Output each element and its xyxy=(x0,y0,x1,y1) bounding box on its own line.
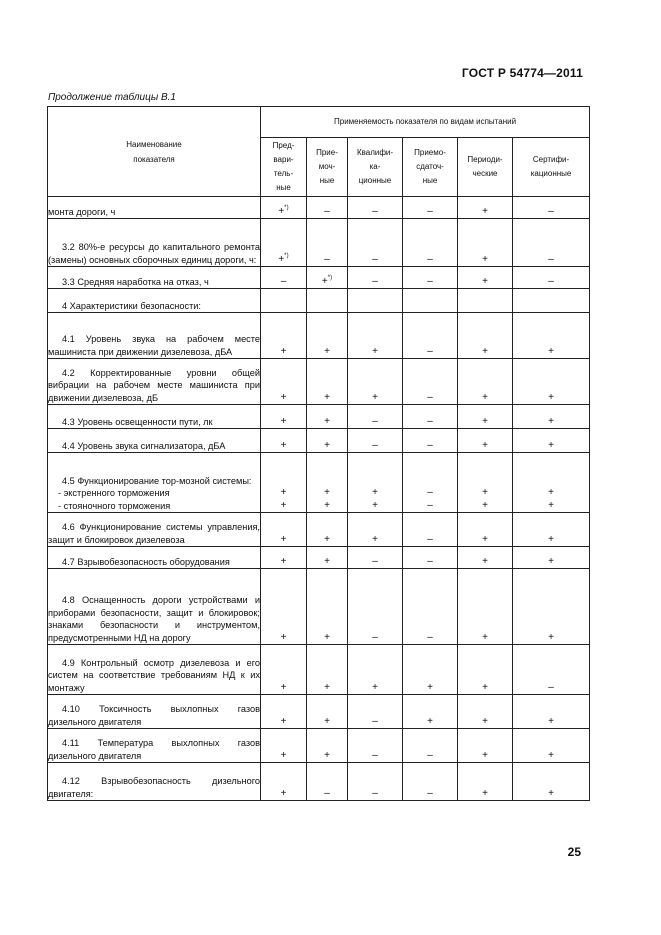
applicability-mark: + xyxy=(324,499,330,511)
applicability-cell xyxy=(458,219,513,267)
column-header-line: тель- xyxy=(273,169,294,178)
applicability-cell xyxy=(513,267,590,289)
indicator-name-cell xyxy=(48,289,261,313)
applicability-mark: – xyxy=(427,749,433,761)
applicability-cell xyxy=(403,313,458,359)
table-row xyxy=(48,429,590,453)
column-header-line: вари- xyxy=(273,155,294,164)
applicability-mark: – xyxy=(427,275,433,287)
indicator-name-cell xyxy=(48,695,261,729)
applicability-cell xyxy=(458,695,513,729)
applicability-mark: + xyxy=(482,253,488,265)
indicator-subitem: - экстренного торможения xyxy=(58,488,170,498)
applicability-cell xyxy=(403,729,458,763)
applicability-cell xyxy=(513,695,590,729)
applicability-cell xyxy=(307,359,348,405)
applicability-mark: + xyxy=(372,487,378,498)
applicability-cell xyxy=(261,429,307,453)
column-header-line: ные xyxy=(276,183,291,192)
indicator-name-cell xyxy=(48,729,261,763)
applicability-mark: + xyxy=(324,487,330,498)
applicability-mark: – xyxy=(372,439,378,451)
indicator-name: 4.7 Взрывобезопасность оборудования xyxy=(62,556,230,567)
applicability-cell xyxy=(307,695,348,729)
applicability-cell xyxy=(513,453,590,513)
column-header-line: ка- xyxy=(369,162,381,171)
applicability-cell xyxy=(458,429,513,453)
table-row xyxy=(48,405,590,429)
applicability-mark: + xyxy=(280,391,287,403)
applicability-mark: + xyxy=(280,555,287,567)
test-type-column-header xyxy=(403,138,458,197)
applicability-mark: – xyxy=(427,439,433,451)
footnote-marker: *) xyxy=(284,252,289,259)
indicator-name-cell xyxy=(48,197,261,219)
table-body xyxy=(48,197,590,801)
applicability-mark: – xyxy=(427,631,433,643)
applicability-mark: + xyxy=(280,439,287,451)
page-number: 25 xyxy=(567,845,581,859)
applicability-mark: + xyxy=(372,533,378,545)
column-header-line: кационные xyxy=(530,169,572,178)
applicability-cell xyxy=(261,289,307,313)
applicability-cell xyxy=(403,547,458,569)
indicator-name-cell xyxy=(48,453,261,513)
applicability-mark: + xyxy=(324,391,330,403)
applicability-mark: + xyxy=(482,533,488,545)
applicability-cell xyxy=(403,405,458,429)
applicability-cell xyxy=(307,219,348,267)
table-row xyxy=(48,197,590,219)
column-header-line: моч- xyxy=(318,162,336,171)
applicability-mark: – xyxy=(427,533,433,545)
applicability-mark: + xyxy=(482,275,488,287)
applicability-cell xyxy=(307,569,348,645)
applicability-mark: – xyxy=(372,275,378,287)
applicability-mark: + xyxy=(548,439,554,451)
applicability-mark: + xyxy=(280,749,287,761)
applicability-cell xyxy=(348,513,403,547)
applicability-mark: – xyxy=(427,253,433,265)
applicability-mark: – xyxy=(427,499,433,511)
applicability-mark: + xyxy=(548,533,554,545)
column-header-line: Периоди- xyxy=(467,155,503,164)
table-row xyxy=(48,547,590,569)
applicability-cell xyxy=(307,267,348,289)
applicability-mark: + xyxy=(324,555,330,567)
applicability-cell xyxy=(348,429,403,453)
applicability-cell xyxy=(307,197,348,219)
applicability-cell xyxy=(348,645,403,695)
test-types-group-header: Применяемость показателя по видам испытаний xyxy=(261,107,590,138)
indicator-name: 4.4 Уровень звука сигнализатора, дБА xyxy=(62,440,226,451)
applicability-cell xyxy=(348,729,403,763)
applicability-cell xyxy=(307,729,348,763)
indicator-name: 3.2 80%-е ресурсы до капитального ремонта (замены) основных сборочных единиц дороги, ч: xyxy=(48,242,260,265)
applicability-mark: – xyxy=(324,253,330,265)
applicability-mark: + xyxy=(372,499,378,511)
applicability-mark: + xyxy=(482,749,488,761)
applicability-cell xyxy=(261,219,307,267)
applicability-mark: + xyxy=(324,345,330,357)
table-row xyxy=(48,453,590,513)
applicability-mark: + xyxy=(280,631,287,643)
applicability-cell xyxy=(307,289,348,313)
applicability-mark: + xyxy=(280,787,287,799)
indicator-name: 4.10 Токсичность выхлопных газов дизельного двигателя xyxy=(48,704,260,727)
applicability-mark: + xyxy=(280,345,287,357)
applicability-mark: + xyxy=(482,391,488,403)
table-header-row xyxy=(48,107,590,138)
applicability-mark: – xyxy=(427,555,433,567)
table-row xyxy=(48,359,590,405)
applicability-cell xyxy=(513,313,590,359)
applicability-cell xyxy=(458,645,513,695)
applicability-mark: + xyxy=(482,499,488,511)
applicability-cell xyxy=(307,453,348,513)
applicability-cell xyxy=(513,429,590,453)
indicator-name-cell xyxy=(48,267,261,289)
applicability-cell xyxy=(348,547,403,569)
table-row xyxy=(48,267,590,289)
applicability-mark: – xyxy=(324,787,330,799)
applicability-mark: – xyxy=(372,631,378,643)
applicability-cell xyxy=(261,513,307,547)
test-type-column-header xyxy=(513,138,590,197)
applicability-mark: + xyxy=(280,533,287,545)
applicability-mark: + xyxy=(372,681,378,693)
indicator-name-cell xyxy=(48,763,261,801)
applicability-mark: + xyxy=(548,787,554,799)
applicability-cell xyxy=(348,313,403,359)
applicability-mark: + xyxy=(548,631,554,643)
name-column-header xyxy=(48,107,261,197)
test-type-column-header xyxy=(458,138,513,197)
applicability-mark: + xyxy=(548,415,554,427)
column-header-line: Прие- xyxy=(316,148,338,157)
indicator-subitem: - стояночного торможения xyxy=(58,500,171,511)
applicability-cell xyxy=(513,569,590,645)
applicability-mark: + xyxy=(548,391,554,403)
name-header-line: Наименование xyxy=(126,139,182,149)
indicator-name-cell xyxy=(48,569,261,645)
applicability-cell xyxy=(261,197,307,219)
column-header-line: сдаточ- xyxy=(416,162,444,171)
applicability-cell xyxy=(261,547,307,569)
applicability-cell xyxy=(458,547,513,569)
table-row xyxy=(48,313,590,359)
indicator-name-cell xyxy=(48,359,261,405)
applicability-cell xyxy=(261,359,307,405)
applicability-mark: + xyxy=(482,681,488,693)
indicator-name: 4.5 Функционирование тор-мозной системы: xyxy=(62,475,252,486)
applicability-cell xyxy=(403,695,458,729)
applicability-cell xyxy=(261,695,307,729)
applicability-cell xyxy=(261,267,307,289)
applicability-cell xyxy=(513,359,590,405)
applicability-cell xyxy=(348,569,403,645)
applicability-mark: + xyxy=(548,499,554,511)
applicability-cell xyxy=(458,359,513,405)
applicability-cell xyxy=(348,219,403,267)
applicability-mark: + xyxy=(372,345,378,357)
applicability-mark: + xyxy=(427,681,433,693)
applicability-mark: – xyxy=(427,787,433,799)
indicator-name-cell xyxy=(48,547,261,569)
applicability-mark: – xyxy=(427,487,433,498)
applicability-mark: + xyxy=(280,415,287,427)
applicability-cell xyxy=(261,645,307,695)
applicability-cell xyxy=(307,429,348,453)
applicability-mark: + xyxy=(280,487,287,498)
applicability-mark: +*) xyxy=(321,274,333,287)
applicability-mark: – xyxy=(427,391,433,403)
applicability-mark: + xyxy=(324,439,330,451)
applicability-mark: + xyxy=(482,415,488,427)
applicability-mark: + xyxy=(482,439,488,451)
applicability-cell xyxy=(513,729,590,763)
applicability-mark: + xyxy=(372,391,378,403)
applicability-cell xyxy=(307,405,348,429)
applicability-mark: + xyxy=(324,681,330,693)
applicability-cell xyxy=(513,197,590,219)
applicability-cell xyxy=(403,569,458,645)
indicator-name-cell xyxy=(48,313,261,359)
applicability-mark: + xyxy=(548,555,554,567)
test-type-column-header xyxy=(348,138,403,197)
applicability-mark: – xyxy=(548,275,554,287)
applicability-cell xyxy=(348,695,403,729)
applicability-mark: +*) xyxy=(278,252,289,265)
indicator-name-cell xyxy=(48,645,261,695)
footnote-marker: *) xyxy=(327,274,333,281)
table-row xyxy=(48,219,590,267)
applicability-cell xyxy=(348,267,403,289)
applicability-cell xyxy=(261,313,307,359)
applicability-mark: – xyxy=(280,275,287,287)
applicability-cell xyxy=(513,405,590,429)
applicability-cell xyxy=(261,405,307,429)
applicability-cell xyxy=(307,313,348,359)
applicability-cell xyxy=(261,763,307,801)
applicability-mark: – xyxy=(372,253,378,265)
applicability-cell xyxy=(458,513,513,547)
applicability-mark: + xyxy=(280,499,287,511)
applicability-mark: – xyxy=(548,205,554,217)
applicability-cell xyxy=(513,513,590,547)
applicability-cell xyxy=(513,763,590,801)
applicability-mark: + xyxy=(482,205,488,217)
applicability-cell xyxy=(403,359,458,405)
applicability-cell xyxy=(307,547,348,569)
indicator-name: 3.3 Средняя наработка на отказ, ч xyxy=(62,276,209,287)
applicability-mark: + xyxy=(548,345,554,357)
applicability-mark: + xyxy=(427,715,433,727)
table-row xyxy=(48,729,590,763)
test-type-column-header xyxy=(307,138,348,197)
applicability-mark: + xyxy=(548,487,554,498)
applicability-cell xyxy=(307,763,348,801)
applicability-mark: + xyxy=(324,749,330,761)
applicability-cell xyxy=(348,405,403,429)
applicability-cell xyxy=(307,645,348,695)
applicability-mark: + xyxy=(482,715,488,727)
indicator-name-cell xyxy=(48,219,261,267)
applicability-mark: – xyxy=(372,555,378,567)
indicator-name: монта дороги, ч xyxy=(48,206,116,217)
applicability-mark: – xyxy=(372,415,378,427)
applicability-mark: – xyxy=(427,415,433,427)
applicability-mark: + xyxy=(482,787,488,799)
table-caption: Продолжение таблицы В.1 xyxy=(48,92,176,103)
table-row xyxy=(48,513,590,547)
applicability-mark: + xyxy=(280,681,287,693)
table-row xyxy=(48,645,590,695)
applicability-cell xyxy=(261,729,307,763)
column-header-line: Приемо- xyxy=(414,148,446,157)
applicability-table xyxy=(47,106,590,801)
applicability-cell xyxy=(458,405,513,429)
applicability-cell xyxy=(403,289,458,313)
applicability-cell xyxy=(458,729,513,763)
applicability-mark: – xyxy=(372,205,378,217)
applicability-mark: +*) xyxy=(278,204,289,217)
applicability-cell xyxy=(513,219,590,267)
table-row xyxy=(48,289,590,313)
applicability-mark: + xyxy=(482,345,488,357)
applicability-cell xyxy=(403,763,458,801)
applicability-cell xyxy=(348,359,403,405)
applicability-cell xyxy=(307,513,348,547)
applicability-cell xyxy=(403,453,458,513)
applicability-mark: + xyxy=(548,749,554,761)
column-header-line: ные xyxy=(319,176,335,185)
applicability-mark: + xyxy=(482,555,488,567)
applicability-mark: – xyxy=(324,205,330,217)
applicability-mark: – xyxy=(372,787,378,799)
indicator-name: 4.9 Контрольный осмотр дизелевоза и его систем на соответствие требованиям НД к их монтажу xyxy=(48,657,260,693)
applicability-cell xyxy=(458,267,513,289)
applicability-cell xyxy=(348,763,403,801)
applicability-mark: – xyxy=(372,749,378,761)
applicability-mark: – xyxy=(427,205,433,217)
table-row xyxy=(48,763,590,801)
applicability-cell xyxy=(458,763,513,801)
applicability-mark: – xyxy=(548,253,554,265)
applicability-cell xyxy=(348,289,403,313)
indicator-name-cell xyxy=(48,513,261,547)
applicability-cell xyxy=(458,289,513,313)
applicability-mark: + xyxy=(324,715,330,727)
indicator-name: 4.11 Температура выхлопных газов дизельного двигателя xyxy=(48,738,260,761)
indicator-name: 4.6 Функционирование системы управления, защит и блокировок дизелевоза xyxy=(48,522,260,545)
applicability-cell xyxy=(403,219,458,267)
column-header-line: Сертифи- xyxy=(532,155,570,164)
applicability-mark: + xyxy=(324,415,330,427)
table-row xyxy=(48,695,590,729)
applicability-mark: + xyxy=(280,715,287,727)
column-header-line: Квалифи- xyxy=(356,148,394,157)
applicability-cell xyxy=(458,197,513,219)
test-type-column-header xyxy=(261,138,307,197)
footnote-marker: *) xyxy=(284,204,289,211)
applicability-cell xyxy=(261,569,307,645)
applicability-cell xyxy=(348,197,403,219)
table-row xyxy=(48,569,590,645)
applicability-cell xyxy=(403,267,458,289)
applicability-mark: + xyxy=(324,533,330,545)
applicability-cell xyxy=(403,197,458,219)
applicability-cell xyxy=(348,453,403,513)
indicator-name: 4.8 Оснащенность дороги устройствами и приборами безопасности, защит и блокировок; знаками безопасности и инструментом, предусмотренными НД на дорогу xyxy=(48,595,260,643)
applicability-mark: + xyxy=(482,631,488,643)
applicability-cell xyxy=(403,513,458,547)
indicator-name: 4.3 Уровень освещенности пути, лк xyxy=(62,416,213,427)
document-code: ГОСТ Р 54774—2011 xyxy=(461,66,583,80)
column-header-line: ческие xyxy=(472,169,498,178)
name-header-line: показателя xyxy=(133,154,175,164)
column-header-line: ционные xyxy=(358,176,392,185)
column-header-line: Пред- xyxy=(272,141,295,150)
applicability-mark: + xyxy=(324,631,330,643)
applicability-cell xyxy=(513,547,590,569)
applicability-cell xyxy=(261,453,307,513)
applicability-cell xyxy=(458,453,513,513)
indicator-name: 4.12 Взрывобезопасность дизельного двигателя: xyxy=(48,776,260,799)
applicability-cell xyxy=(513,289,590,313)
applicability-mark: – xyxy=(548,681,554,693)
applicability-cell xyxy=(458,569,513,645)
indicator-name-cell xyxy=(48,429,261,453)
indicator-name: 4.2 Корректированные уровни общей вибрации на рабочем месте машиниста при движении дизелевоза, дБ xyxy=(48,367,260,403)
indicator-name: 4 Характеристики безопасности: xyxy=(62,300,201,311)
indicator-name: 4.1 Уровень звука на рабочем месте машиниста при движении дизелевоза, дБА xyxy=(48,334,260,357)
applicability-mark: – xyxy=(427,345,433,357)
applicability-mark: – xyxy=(372,715,378,727)
column-header-line: ные xyxy=(422,176,438,185)
applicability-cell xyxy=(403,645,458,695)
applicability-cell xyxy=(458,313,513,359)
applicability-mark: + xyxy=(482,487,488,498)
applicability-mark: + xyxy=(548,715,554,727)
indicator-name-cell xyxy=(48,405,261,429)
applicability-cell xyxy=(513,645,590,695)
applicability-cell xyxy=(403,429,458,453)
